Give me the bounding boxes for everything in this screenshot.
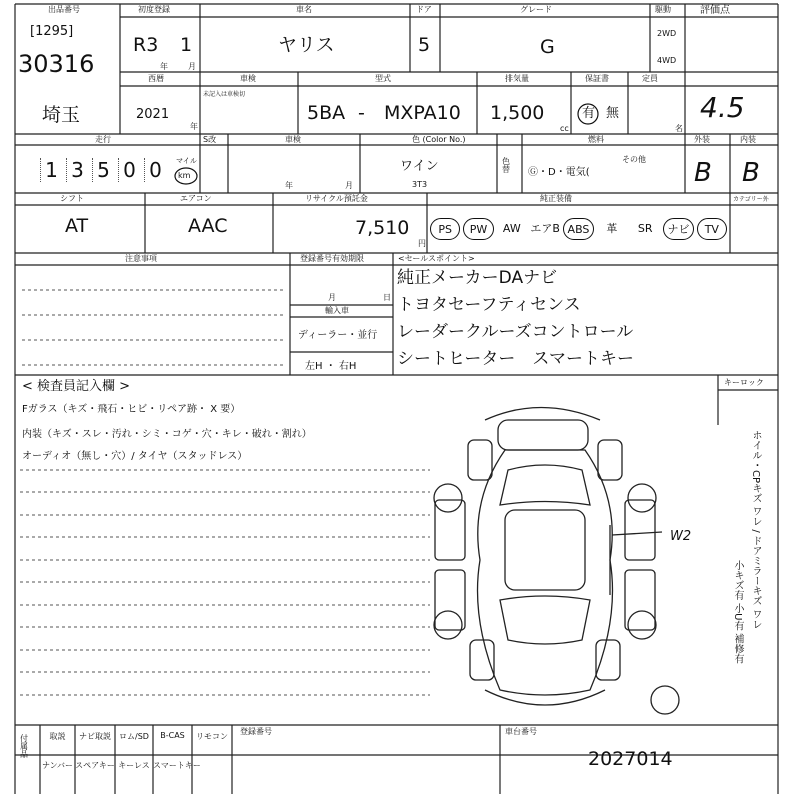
inspector-line-2: 内装（キズ・スレ・汚れ・シミ・コゲ・穴・キレ・破れ・割れ）: [22, 429, 312, 440]
equipment-item: PS: [430, 218, 460, 240]
accessory-item: リモコン: [196, 732, 228, 741]
equipment-item: TV: [697, 218, 727, 240]
color-code: 3T3: [412, 180, 428, 189]
dealer-label: ディーラー・並行: [298, 330, 378, 341]
lot-label: 出品番号: [48, 5, 80, 14]
equipment-item: ABS: [563, 218, 593, 240]
capacity-unit: 名: [675, 124, 683, 133]
type-code: MXPA10: [384, 102, 461, 124]
inspection-label: 車検: [240, 74, 256, 83]
mileage-unit-km: km: [178, 171, 191, 180]
warranty-no: 無: [606, 106, 620, 121]
recycle-label: リサイクル預託金: [305, 194, 368, 203]
drive-2wd: 2WD: [657, 29, 677, 38]
type-dash: -: [358, 102, 365, 124]
drive-4wd: 4WD: [657, 56, 677, 65]
equipment-item: SR: [637, 222, 653, 235]
color: ワイン: [400, 159, 439, 174]
sales-point-2: トヨタセーフティセンス: [397, 295, 581, 315]
yen-unit: 円: [418, 239, 426, 248]
month-unit: 月: [188, 62, 196, 71]
fuel-options: Ⓖ・D・電気(: [528, 167, 590, 178]
prefecture: 埼玉: [42, 104, 81, 126]
year-unit-2: 年: [190, 122, 198, 131]
accessory-item: スペアキー: [75, 761, 115, 770]
exterior-grade: B: [694, 158, 712, 188]
accessory-item: キーレス: [118, 761, 150, 770]
row3-month-unit: 月: [345, 181, 353, 190]
recycle-fee: 7,510: [355, 217, 410, 239]
equipment-item: エアB: [530, 222, 560, 235]
accessory-item: B-CAS: [160, 731, 185, 740]
displacement: 1,500: [490, 102, 545, 124]
accident-label: S改: [203, 135, 217, 144]
capacity-label: 定員: [642, 74, 658, 83]
lot-number: 30316: [18, 50, 95, 78]
inspector-line-1: Fガラス（キズ・飛石・ヒビ・リペア跡・ X 要）: [22, 404, 241, 415]
mileage-digit: 0: [144, 158, 166, 182]
accessory-item: 取説: [49, 732, 66, 741]
reg-month: 月: [328, 293, 336, 302]
accessories-label: 付属品: [20, 734, 28, 759]
warranty-label: 保証書: [585, 74, 609, 83]
equipment-item: 革: [606, 222, 618, 235]
import-label: 輸入車: [325, 306, 349, 315]
first-reg-era: R3: [133, 34, 159, 56]
inspector-title: < 検査員記入欄 >: [22, 379, 131, 394]
inspection-note: 未記入は車検切: [203, 91, 246, 98]
mileage-digit: 0: [118, 158, 140, 182]
repaint-label: 色替: [502, 157, 510, 174]
reg-day: 日: [383, 293, 391, 302]
category-label: カテゴリー外: [733, 196, 769, 203]
frame-number-label: 車台番号: [505, 727, 537, 736]
accessory-item: ロム/SD: [119, 732, 149, 741]
lot-code: [1295]: [30, 24, 74, 39]
grade: G: [540, 36, 555, 58]
displacement-label: 排気量: [505, 74, 529, 83]
sales-label: <セールスポイント>: [398, 254, 475, 263]
first-reg-label: 初度登録: [138, 5, 170, 14]
shift-label: シフト: [60, 194, 84, 203]
interior-label: 内装: [740, 135, 756, 144]
year-unit: 年: [160, 62, 168, 71]
mileage-digit: 1: [40, 158, 62, 182]
car-name: ヤリス: [278, 34, 335, 56]
side-note-2: 小キズ有 小U有 補修有: [732, 560, 743, 664]
type-label: 型式: [375, 74, 391, 83]
fuel-other-label: その他: [622, 155, 646, 164]
accessory-item: ナンバー: [41, 761, 74, 770]
prev-inspection-label: 車検: [285, 135, 301, 144]
side-note-1: ホイル・CPキズ ワレ / ドアミラーキズ ワレ: [750, 430, 761, 630]
warranty-yes: 有: [582, 106, 596, 121]
doors-label: ドア: [416, 5, 432, 14]
score-label: 評価点: [700, 5, 730, 16]
damage-code: W2: [670, 529, 692, 544]
first-reg-month: 1: [180, 34, 193, 56]
caution-label: 注意事項: [125, 254, 157, 263]
keylock-label: キーロック: [724, 378, 764, 387]
model-year-label: 西暦: [148, 74, 164, 83]
ac: AAC: [188, 215, 228, 237]
interior-grade: B: [742, 158, 760, 188]
equipment-item: ナビ: [663, 218, 693, 240]
mileage-digit: 3: [66, 158, 88, 182]
inspector-line-3: オーディオ（無し・穴）/ タイヤ（スタッドレス）: [22, 451, 248, 462]
type-prefix: 5BA: [307, 102, 346, 124]
accessory-item: スマートキー: [153, 761, 201, 770]
sales-point-3: レーダークルーズコントロール: [397, 322, 634, 342]
equipment-item: PW: [463, 218, 493, 240]
mileage-digit: 5: [92, 158, 114, 182]
handle-label: 左H ・ 右H: [305, 361, 357, 372]
accessory-item: ナビ取説: [79, 732, 111, 741]
mileage-label: 走行: [95, 135, 111, 144]
displacement-unit: cc: [560, 124, 569, 133]
fuel-label: 燃料: [588, 135, 604, 144]
car-name-label: 車名: [296, 5, 312, 14]
registration-label: 登録番号有効期限: [300, 254, 364, 263]
shift: AT: [65, 215, 89, 237]
ac-label: エアコン: [180, 194, 212, 203]
frame-number: 2027014: [588, 748, 673, 770]
sales-point-1: 純正メーカーDAナビ: [397, 268, 558, 288]
drive-label: 駆動: [655, 5, 671, 14]
row3-year-unit: 年: [285, 181, 293, 190]
score: 4.5: [700, 91, 745, 124]
color-label: 色 (Color No.): [412, 135, 466, 144]
equipment-item: AW: [502, 222, 521, 235]
reg-number-label: 登録番号: [240, 727, 272, 736]
equipment-label: 純正装備: [540, 194, 572, 203]
model-year: 2021: [136, 107, 170, 122]
sales-point-4: シートヒーター スマートキー: [397, 349, 634, 369]
grade-label: グレード: [520, 5, 552, 14]
doors: 5: [418, 34, 431, 56]
mileage-unit-mile: マイル: [176, 157, 197, 165]
exterior-label: 外装: [694, 135, 710, 144]
